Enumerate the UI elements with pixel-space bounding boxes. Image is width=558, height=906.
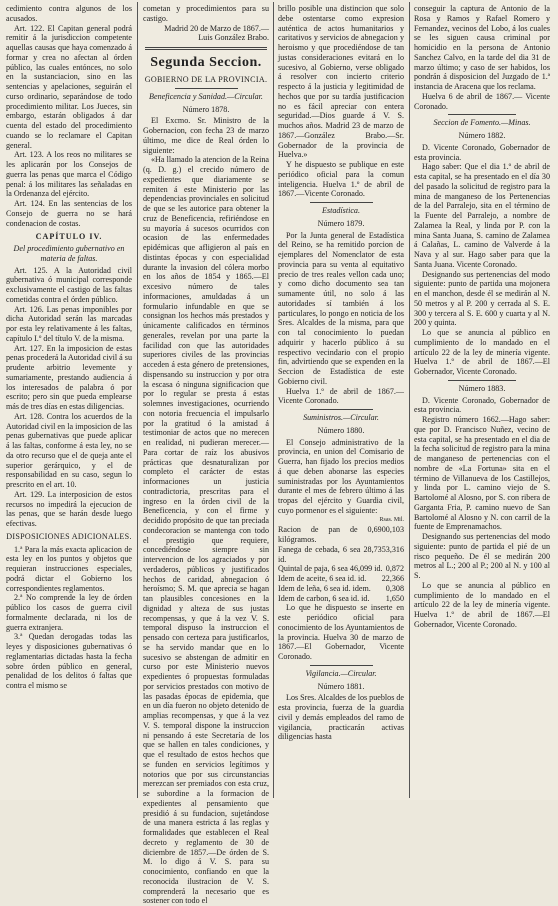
column-4	[414, 4, 550, 796]
paragraph: Registro número 1662.—Hago saber: que por D. Francisco Nuñez, vecino de esta capital, se ha presentado en el dia de la fecha solicitud de registro para la mina de manganeso de pertenencias con el nombre de «La Fortuna» sita en el término de Villanueva de los Castillejos, y linda por L. camino viejo de S. Bartolomé al Alosno, por S. con ribera de Garganta Fria, P. camino nuevo de San Bartolomé al Alosno y N. con carril de la fuente de Emprenamachos.	[414, 415, 550, 532]
paragraph: Designando sus pertenencias del modo siguiente: punto de partida una mojonera en el manchon, desde él se medirán al N. 50 metros y al P. 200 y cerrada al S. E. 300 y tercera al S. E. 600 y cuarta y al N. 200 y quinta.	[414, 269, 550, 328]
chapter-subtitle: Del procedimiento gubernativo en materia de faltas.	[13, 244, 125, 263]
price-item: Idem de aceite, 6 sea id. id.	[278, 574, 367, 583]
divider	[448, 114, 516, 115]
notice-heading: Beneficencia y Sanidad.—Circular.	[149, 91, 263, 101]
price-row	[278, 564, 404, 574]
price-row	[278, 545, 404, 565]
paragraph: cometan y procedimientos para su castigo.	[143, 4, 269, 23]
signature-line: Madrid 20 de Marzo de 1867.— Luis González Brabo.	[164, 23, 269, 43]
provision-2: 2.ª No comprende la ley de órden público los casos de guerra civil formalmente declarada, ni los de guerra extranjera.	[6, 593, 132, 632]
notice-number: Número 1882.	[458, 131, 506, 140]
price-value: 0,103	[385, 525, 404, 535]
price-value: 22,366	[381, 574, 404, 583]
notice-number: Número 1881.	[317, 681, 365, 691]
price-row	[278, 594, 404, 604]
price-item: Idem de leña, 6 sea id. idem.	[278, 583, 371, 593]
column-divider	[137, 2, 138, 798]
notice-number: Número 1883.	[458, 383, 506, 393]
notice-heading: Suministros.—Circular.	[303, 413, 379, 422]
column-divider	[273, 2, 274, 798]
paragraph: Y he dispuesto se publique en este periódico oficial para la comun inteligencia. Huelva 1.º de abril de 1867.—Vicente Coronado.	[278, 160, 404, 199]
section-heading: DISPOSICIONES ADICIONALES.	[6, 531, 132, 541]
signature-line: Huelva 6 de abril de 1867.— Vicente Coronado.	[414, 91, 550, 111]
units-label: Rsas. Mil.	[379, 516, 404, 523]
column-3	[278, 4, 404, 796]
section-title: Segunda Seccion.	[150, 55, 262, 70]
notice-number: Número 1879.	[317, 218, 365, 228]
paragraph: Lo que se anuncia al público en cumplimiento de lo mandado en el artículo 22 de la ley de minería vigente. Huelva 1.º de abril de 1867.—El Gobernador, Vicente Coronado.	[414, 328, 550, 376]
column-2	[143, 4, 269, 906]
article-127: Art. 127. En la imposicion de estas penas procederá la Autoridad civil á su prudente arbitrio levemente y sumariamente, prestando audiencia á los interesados de palabra ó por escrito; pero sin que pueda emplearse más de tres días en estas diligencias.	[6, 343, 132, 411]
paragraph: Hago saber: Que el dia 1.º de abril de esta capital, se ha presentado en el día 30 del pasado la solicitud de registro para la mina de manganeso de los Pertenencias de la del Parralejo, sita en el término de la Fuente del Parralejo, a nombre de Zalamea la Real, y linda por P. con la mina Santa Juana, S. camino de Zalamea á Calañas, L. camino de Valverde á la Nava y al sur. Hago saber para que la Santa Juana. Vicente Coronado.	[414, 162, 550, 269]
paragraph: Lo que se anuncia al público en cumplimiento de lo mandado en el artículo 22 de la ley de minería vigente. Huelva 1.º de abril de 1867.—El Gobernador, Vicente Coronado.	[414, 580, 550, 629]
chapter-heading: CAPÍTULO IV.	[35, 232, 103, 242]
price-value: 3,316	[385, 544, 404, 554]
divider	[310, 665, 373, 666]
paragraph: cedimiento contra algunos de los acusados.	[6, 4, 132, 23]
divider	[145, 47, 267, 50]
article-128: Art. 128. Contra los acuerdos de la Autoridad civil en la imposicion de las penas gubernativas que puede aplicar á las faltas, conforme á esta ley, no se da otro recurso que el de queja ante el superior gerárquico, y el de responsabilidad en su caso, segun lo prescrito en el art. 10.	[6, 411, 132, 489]
price-item: Racion de pan de 0,690 kilógramos.	[278, 525, 386, 544]
column-1	[6, 4, 132, 796]
paragraph: conseguir la captura de Antonio de la Rosa y Ramos y Rafael Romero y Fernandez, vecinos del Lobo, á los cuales se les siguen causa criminal por homicidio en la persona de Antonio Sanchez Calvo, en la tarde del dia 31 de marzo último; y caso de ser habidos, los pondrán á disposicion del Juzgado de 1.ª instancia de Aracena que los reclama.	[414, 4, 550, 91]
price-value: 0,308	[385, 583, 404, 593]
paragraph: Lo que he dispuesto se inserte en este periódico oficial para conocimiento de los Ayuntamientos de la provincia. Huelva 30 de marzo de 1867.—El Gobernador, Vicente Coronado.	[278, 603, 404, 661]
paragraph: El Excmo. Sr. Ministro de la Gobernacion, con fecha 23 de marzo último, me dice de Real órden lo siguiente:	[143, 116, 269, 155]
paragraph: El Consejo administrativo de la provincia, en union del Comisario de Guerra, han fijado los precios medios á que deben abonarse las especies suministradas por los Ayuntamientos durante el mes de febrero último á las tropas del ejército y Guardia civil, cuyo pormenor es el siguiente:	[278, 437, 404, 515]
divider	[310, 409, 373, 410]
price-item: Quintal de paja, 6 sea 46,099 id.	[278, 564, 383, 574]
paragraph: Los Sres. Alcaldes de los pueblos de esta provincia, fuerza de la guardia civil y demás empleados del ramo de vigilancia, practicarán activas diligencias hasta	[278, 693, 405, 742]
notice-heading: Seccion de Fomento.—Minas.	[433, 118, 531, 128]
notice-heading: Estadística.	[322, 206, 360, 215]
paragraph: D. Vicente Coronado, Gobernador de esta provincia.	[414, 395, 550, 415]
paragraph: brillo posible una distincion que solo debe ostentarse como expresion auténtica de actos humanitarios y caritativos y servicios de abnegacion y heroismo y que procediéndose de tan justas consideraciones evitará en lo sucesivo, al Gobierno, verse obligado á resolver con incierto criterio respecto á la justicia y legitimidad de hechos que por su tardía justificacion no es fácil apreciar con entera seguridad.—Dios guarde á V. S. muchos años. Madrid 23 de marzo de 1867.—González Brabo.—Sr. Gobernador de la provincia de Huelva.»	[278, 4, 404, 160]
paragraph: Por la Junta general de Estadística del Reino, se ha remitido porcion de ejemplares del Nomenclator de esta provincia para su venta al equitativo precio de tres reales vellon cada uno; y como dicho documento sea tan sumamente útil, no solo á las autoridades sí también á los particulares, lo pongo en noticia de los Sres. Alcaldes de la misma, para que con tal conocimiento lo puedan adquirir y hacerlo público á su respectivo vecindario con el propio fin, advirtiendo que se expenden en la Seccion de Estadística de este Gobierno civil.	[278, 230, 404, 386]
notice-number: Número 1880.	[317, 425, 365, 435]
provision-3: 3.ª Quedan derogadas todas las leyes y disposiciones gubernativas ó reglamentarias dictadas hasta la fecha sobre órden público en general, penalidad de los delitos ó faltas que contra el mismo se	[6, 632, 132, 690]
price-item: Idem de carbon, 6 sea id. id.	[278, 593, 370, 603]
section-subtitle: GOBIERNO DE LA PROVINCIA.	[144, 75, 268, 84]
article-122: Art. 122. El Capitan general podrá remitir á la jurisdiccion competente aquellas causas que haya comenzado á formar y crea no afectan al órden público, las cuales entónces, no solo en la sustanciacion, sino en las sentencias y apelaciones, seguirán el curso ordinario, separándose de todo procedimiento militar. Los Jueces, sin embargo, estarán obligados á dar cuenta del estado del procedimiento cuando se lo reclamare el Capitan general.	[6, 23, 132, 150]
price-row	[278, 584, 404, 594]
price-value: 1,650	[385, 593, 404, 603]
paragraph: «Ha llamado la atencion de la Reina (q. D. g.) el crecido número de expedientes que diariamente se remiten á este Ministerio por las dependencias provinciales en solicitud de que se les autorice para obtener la cruz de Beneficencia, refiriéndose en su mayoría á sucesos ocurridos con ocasion de las enfermedades epidémicas que afligieron al país en distintas épocas y con especialidad durante la invasion del cólera morbo en los años de 1854 y 1865.—El excesivo número de tales informaciones, amuldadas á un formulario infundable en que se consignan los hechos más prestados y únicamente calificados en términos generales, revelan por una parte la facilidad con que las autoridades superiores civiles de las provincias acceden á esta género de pretensiones, dispensando su instruccion y por otra la escasa ó ninguna significacion que por lo regular se presta á estas solemnes investigaciones, ocurriendo con notoria frecuencia el impulsarlo por la gratitud ó la amistad á testimoniar de actos que no merecen en realidad, ni pudieran merecer.—Para cortar de raíz los abusivos prácticas que desnaturalizan por completo el carácter de estas informaciones un justicia contradictoria, prescritas para el ingreso en la órden civil de la Beneficencia, y con el firme y decidido propósito de que tan preciada condecoracion se mantenga con todo el prestigio que requiere, concediéndose siempre sin intervencion de los agraciados y por verdaderos, públicos y justificados hechos de caridad, abnegacion ó heroísmo; S. M. que aprecia se hagan tan plausibles concesiones en la dignidad y alteza de sus justas recompensas, y que á la vez V. S. temporal dispuso la instruccion el pensado con certeza para justificarlos, se ha servido mandar que en lo sucesivo se abstengan de admitir en curso por este Ministerio nuevos expedientes ó propuestas formuladas por servicios prestados con motivo de las pasadas épocas de epidemia, que en un día fueron no objeto detenido de amplias recompensas, y que á la vez V. S. temporal dispone la instruccion ni pensando á este Secretaría de los que se hallen en tales condiciones, y que el resultado de estos hechos que se funden en servicios legítimos y notorios que por sus circunstancias merezcan ser premiados con esta cruz, se subordine a la formacion de expedientes al pensamiento que presidió á su fundacion, sujetándose de una manera estricta á las reglas y formalidades que establecen el Real decreto y reglamento de 30 de diciembre de 1857.—De órden de S. M. lo digo á V. S. para su conocimiento, confiando en que la reconocida ilustracion de V. S. comprenderá la necesario que es sostener con todo el	[143, 155, 269, 906]
column-divider	[409, 2, 410, 798]
divider	[448, 380, 516, 381]
price-row	[278, 525, 404, 545]
divider	[175, 88, 238, 89]
article-124: Art. 124. En las sentencias de los Consejo de guerra no se hará condenacion de costas.	[6, 199, 132, 228]
article-129: Art. 129. La interposicion de estos recursos no impedirá la ejecucion de las penas, que se harán desde luego efectivas.	[6, 489, 132, 528]
price-row	[278, 574, 404, 584]
article-123: Art. 123. A los reos no militares se les aplicarán por los Consejos de guerra las penas que marca el Código penal: á los militares las señaladas en la Ordenanza del ejército.	[6, 150, 132, 199]
signature-line: Huelva 1.º de abril de 1867.— Vicente Coronado.	[278, 386, 404, 406]
divider	[310, 202, 373, 203]
price-value: 0,872	[385, 564, 404, 574]
provision-1: 1.ª Para la más exacta aplicacion de esta ley en los puntos y objetos que requieran instrucciones especiales, podrá dictar el Gobierno los correspondientes reglamentos.	[6, 544, 132, 593]
article-126: Art. 126. Las penas imponibles por dicha Autoridad serán las marcadas por esta ley relativamente á les faltas, capítulo I.º del título V. de la misma.	[6, 304, 132, 343]
article-125: Art. 125. A la Autoridad civil gubernativa ó municipal corresponde exclusivamente el castigo de las faltas cometidas contra el órden público.	[6, 265, 132, 304]
notice-number: Número 1878.	[182, 104, 230, 114]
paragraph: D. Vicente Coronado, Gobernador de esta provincia.	[414, 142, 550, 162]
price-item: Fanega de cebada, 6 sea 28,735 id.	[278, 544, 386, 564]
notice-heading: Vigilancia.—Circular.	[305, 668, 377, 678]
paragraph: Designando sus pertenencias del modo siguiente: punto de partida el pié de un risco pequeño. De él se medirán 200 metros al L.; 200 al P.; 200 al N. y 100 al S.	[414, 532, 550, 580]
